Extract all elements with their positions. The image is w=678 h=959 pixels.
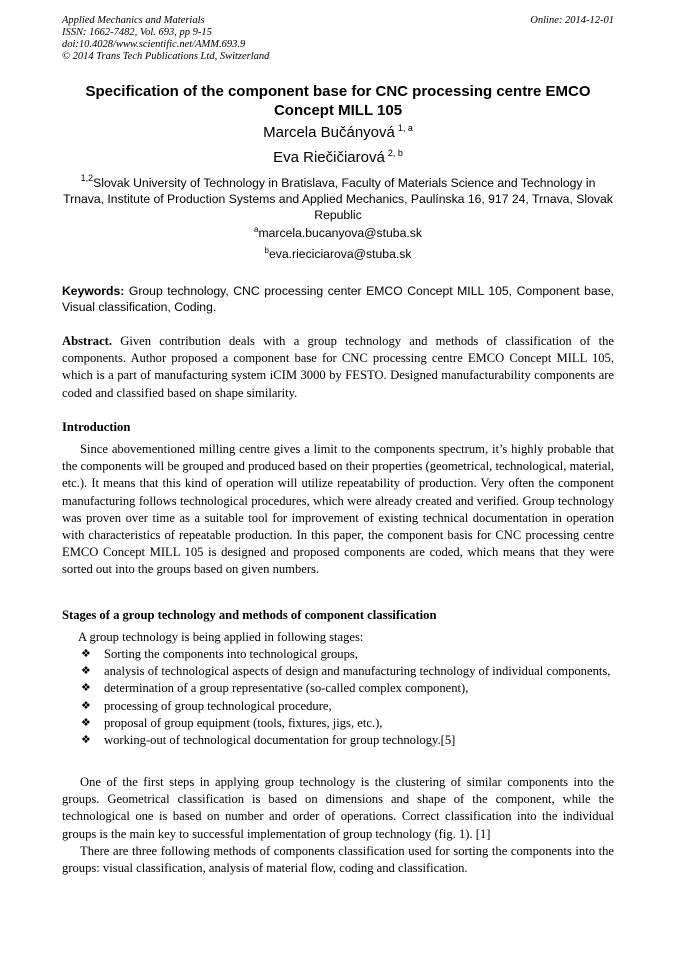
journal-name: Applied Mechanics and Materials — [62, 15, 205, 26]
abstract-label: Abstract. — [62, 334, 113, 348]
list-item — [62, 646, 614, 663]
keywords-text: Group technology, CNC processing center EMCO Concept MILL 105, Component base, Visual classification, Coding. — [62, 284, 614, 314]
list-item — [62, 680, 614, 697]
list-item-text: working-out of technological documentation for group technology.[5] — [104, 733, 456, 748]
diamond-bullet-icon: ❖ — [81, 682, 91, 695]
section-heading-stages: Stages of a group technology and methods of component classification — [62, 608, 437, 622]
diamond-bullet-icon: ❖ — [81, 699, 91, 712]
affiliation-text: Slovak University of Technology in Bratislava, Faculty of Materials Science and Technology in Trnava, Institute of Production Systems and Applied Mechanics, Paulínska 16, 917 24, Trnava, Slovak Republic — [63, 176, 613, 222]
keywords-label: Keywords: — [62, 284, 125, 298]
list-item — [62, 715, 614, 732]
list-item-text: analysis of technological aspects of design and manufacturing technology of individual components, — [104, 664, 611, 679]
author-2 — [62, 149, 614, 167]
author-name: Eva Riečičiarová — [273, 149, 385, 166]
stages-paragraph-1: One of the first steps in applying group technology is the clustering of similar components into the groups. Geometrical classification is based on dimensions and shape of the component, while the technological one is based on number and order of operations. Correct classification into the individual groups is the main key to successful implementation of group technology (fig. 1). [1] — [62, 775, 614, 841]
affiliation — [62, 175, 614, 223]
issn-line: ISSN: 1662-7482, Vol. 693, pp 9-15 — [62, 27, 212, 38]
stages-intro: A group technology is being applied in following stages: — [78, 630, 364, 644]
section-heading-introduction: Introduction — [62, 420, 131, 434]
author-superscript: 1, a — [397, 123, 413, 133]
keywords — [62, 283, 614, 315]
list-item-text: processing of group technological procedure, — [104, 698, 332, 713]
journal-header — [62, 15, 269, 63]
abstract-text: Given contribution deals with a group technology and methods of classification of the components. Author proposed a component base for CNC processing centre EMCO Concept MILL 105, which is a part of manufacturing system iCIM 3000 by FESTO. Designed manufacturability components are coded and classified based on shape similarity. — [62, 334, 614, 400]
list-item — [62, 698, 614, 715]
list-item-text: Sorting the components into technological groups, — [104, 647, 358, 661]
diamond-bullet-icon: ❖ — [81, 648, 91, 660]
author-superscript: 2, b — [387, 148, 403, 158]
abstract — [62, 333, 614, 402]
list-item — [62, 732, 614, 749]
diamond-bullet-icon: ❖ — [81, 665, 91, 678]
doi-line[interactable]: doi:10.4028/www.scientific.net/AMM.693.9 — [62, 39, 246, 50]
paper-title: Specification of the component base for CNC processing centre EMCO Concept MILL 105 — [85, 83, 591, 119]
email-superscript: a — [254, 225, 259, 234]
email-2 — [62, 247, 614, 262]
list-item-text: determination of a group representative (so-called complex component), — [104, 681, 469, 696]
stages-list — [62, 646, 614, 749]
diamond-bullet-icon: ❖ — [81, 734, 91, 747]
email-address[interactable]: marcela.bucanyova@stuba.sk — [258, 226, 422, 240]
email-1 — [62, 226, 614, 241]
introduction-paragraph: Since abovementioned milling centre gives a limit to the components spectrum, it’s highly probable that the components will be grouped and produced based on their properties (geometrical, technological, material, etc.). It means that this kind of operation will utilize repeatability of production. Very often the component manufacturing follows technological procedures, which were already created and verified. Group technology was proven over time as a suitable tool for improvement of existing technical documentation in operation with characteristics of repeatable production. In this paper, the component basis for CNC processing centre EMCO Concept MILL 105 is designed and proposed components are coded, which means that they were sorted out into the groups based on given numbers. — [62, 442, 614, 577]
list-item-text: proposal of group equipment (tools, fixtures, jigs, etc.), — [104, 715, 383, 730]
online-date: Online: 2014-12-01 — [530, 15, 614, 26]
email-address[interactable]: eva.rieciciarova@stuba.sk — [269, 247, 412, 261]
email-superscript: b — [264, 246, 269, 255]
stages-paragraph-2: There are three following methods of components classification used for sorting the components into the groups: visual classification, analysis of material flow, coding and classification. — [62, 844, 614, 876]
list-item — [62, 663, 614, 680]
diamond-bullet-icon: ❖ — [81, 716, 91, 729]
author-name: Marcela Bučányová — [263, 124, 395, 141]
copyright-line: © 2014 Trans Tech Publications Ltd, Switzerland — [62, 51, 270, 62]
affiliation-superscript: 1,2 — [80, 173, 94, 183]
author-1 — [62, 124, 614, 142]
